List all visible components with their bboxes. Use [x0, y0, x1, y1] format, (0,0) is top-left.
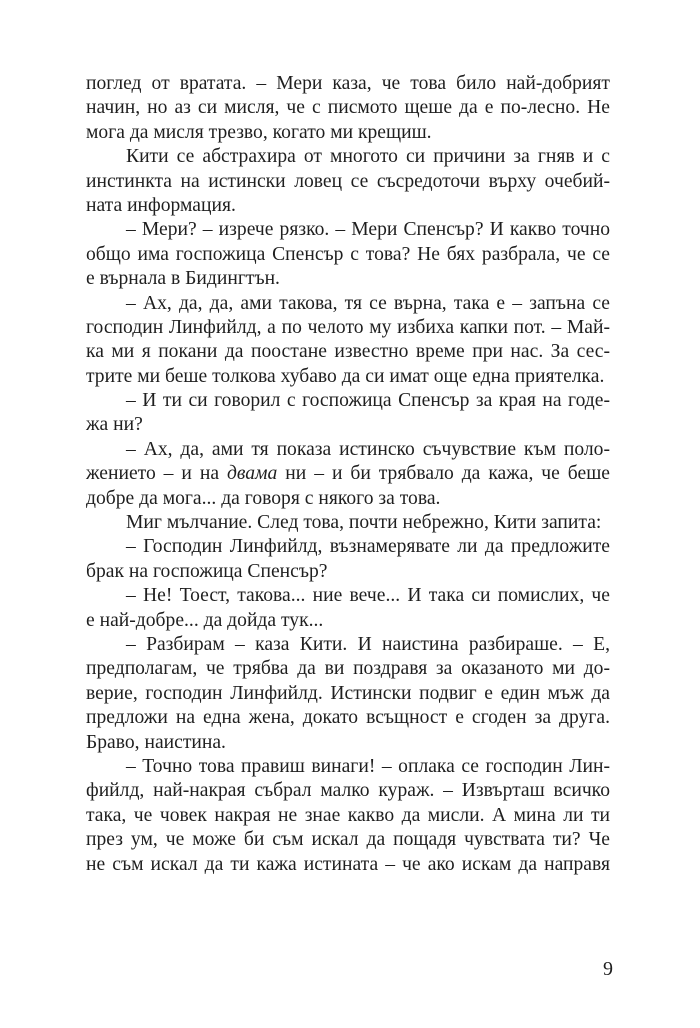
text-line: – Господин Линфийлд, възнамерявате ли да предложите: [126, 536, 610, 558]
text-line: така, че човек накрая не знае какво да мисли. А мина ли ти: [86, 804, 610, 826]
text-line: Браво, наистина.: [86, 731, 226, 753]
text-line: мога да мисля трезво, когато ми крещиш.: [86, 121, 432, 143]
text-line: Кити се абстрахира от многото си причини за гняв и с: [126, 146, 610, 168]
text-line: трите ми беше толкова хубаво да си имат още една приятелка.: [86, 365, 605, 387]
text-line: господин Линфийлд, а по челото му избиха капки пот. – Май-: [86, 316, 610, 338]
text-line: предложи на една жена, докато всъщност е сгоден за друга.: [86, 707, 610, 729]
text-segment: ни – и би трябвало да кажа, че беше: [277, 463, 610, 485]
text-line: предполагам, че трябва да ви поздравя за оказаното ми до-: [86, 658, 610, 680]
text-line: общо има госпожица Спенсър с това? Не бях разбрала, че се: [86, 243, 610, 265]
text-line: е върнала в Бидингтън.: [86, 268, 280, 290]
emphasized-word: двама: [226, 463, 278, 485]
text-line: – И ти си говорил с госпожица Спенсър за края на годе-: [126, 390, 610, 412]
text-line: жа ни?: [86, 414, 143, 436]
text-line: не съм искал да ти кажа истината – че ако искам да направя: [86, 853, 610, 875]
text-line: ка ми я покани да поостане известно време при нас. За сес-: [86, 341, 610, 363]
page-number: 9: [603, 958, 613, 980]
text-line: – Точно това правиш винаги! – оплака се господин Лин-: [126, 755, 610, 777]
text-line: през ум, че може би съм искал да пощадя чувствата ти? Че: [86, 829, 610, 851]
text-line: фийлд, най-накрая събрал малко кураж. – Извърташ всичко: [86, 780, 610, 802]
text-line: – Мери? – изрече рязко. – Мери Спенсър? И какво точно: [126, 219, 610, 241]
text-line: инстинкта на истински ловец се съсредоточи върху очебий-: [86, 170, 610, 192]
text-line: – Разбирам – каза Кити. И наистина разбираше. – Е,: [126, 633, 610, 655]
text-line: – Ах, да, да, ами такова, тя се върна, така е – запъна се: [126, 292, 610, 314]
text-line: верие, господин Линфийлд. Истински подвиг е един мъж да: [86, 682, 610, 704]
text-line: [86, 462, 610, 486]
text-line: Миг мълчание. След това, почти небрежно, Кити запита:: [126, 512, 602, 534]
text-line: начин, но аз си мисля, че с писмото щеше да е по-лесно. Не: [86, 97, 610, 119]
text-line: добре да мога... да говоря с някого за това.: [86, 487, 441, 509]
text-segment: жението – и на: [86, 463, 227, 485]
text-line: – Не! Тоест, такова... ние вече... И така си помислих, че: [126, 585, 610, 607]
text-line: поглед от вратата. – Мери каза, че това било най-добрият: [86, 73, 610, 94]
text-line: ната информация.: [86, 194, 236, 216]
text-line: брак на госпожица Спенсър?: [86, 560, 328, 582]
text-line: е най-добре... да дойда тук...: [86, 609, 324, 631]
body-text: [86, 72, 610, 877]
text-line: – Ах, да, ами тя показа истинско съчувствие към поло-: [126, 438, 610, 460]
